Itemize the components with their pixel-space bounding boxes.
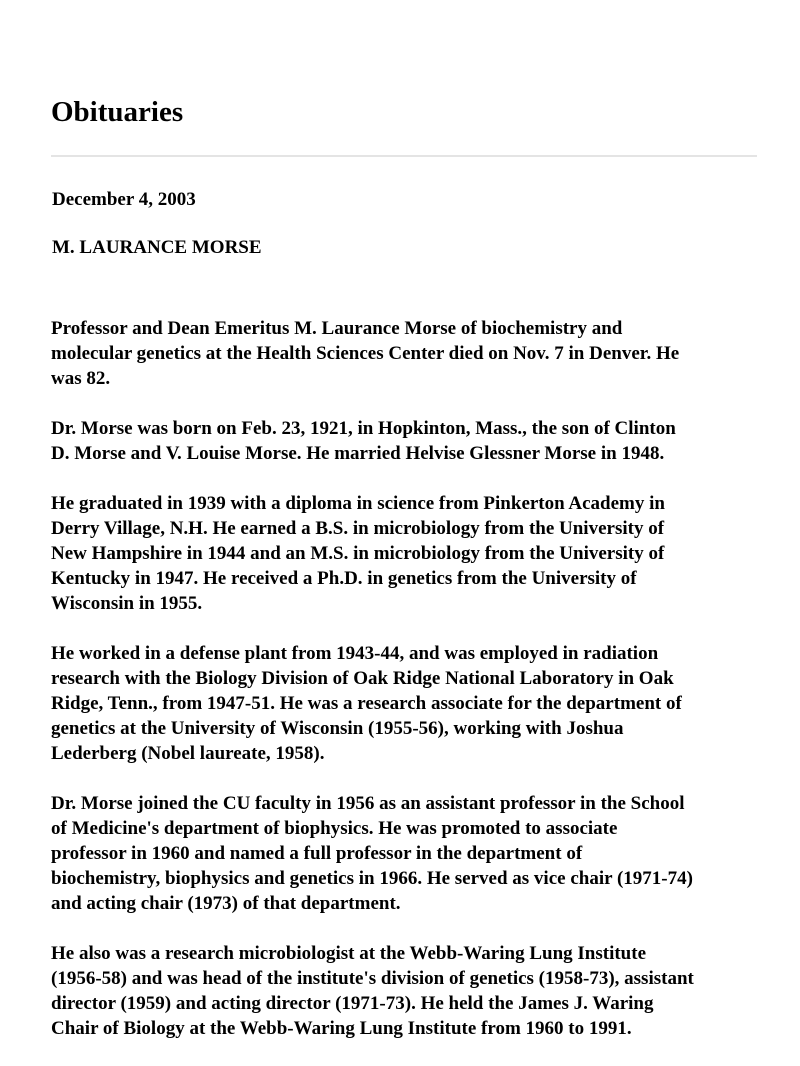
text-line: research with the Biology Division of Oak Ridge National Laboratory in Oak <box>51 668 674 689</box>
text-line: genetics at the University of Wisconsin (1955-56), working with Joshua <box>51 718 624 739</box>
text-line: biochemistry, biophysics and genetics in 1966. He served as vice chair (1971-74) <box>51 868 693 889</box>
text-line: Wisconsin in 1955. <box>51 593 203 614</box>
text-line: director (1959) and acting director (1971-73). He held the James J. Waring <box>51 993 654 1014</box>
text-line: professor in 1960 and named a full professor in the department of <box>51 843 583 864</box>
text-line: D. Morse and V. Louise Morse. He married Helvise Glessner Morse in 1948. <box>51 443 665 464</box>
paragraph-4 <box>51 641 761 766</box>
deceased-name: M. LAURANCE MORSE <box>52 237 262 258</box>
section-title: Obituaries <box>51 96 184 128</box>
text-line: of Medicine's department of biophysics. He was promoted to associate <box>51 818 618 839</box>
paragraph-3 <box>51 491 761 616</box>
paragraph-1 <box>51 316 761 391</box>
paragraph-2 <box>51 416 761 466</box>
text-line: Chair of Biology at the Webb-Waring Lung Institute from 1960 to 1991. <box>51 1018 632 1039</box>
text-line: (1956-58) and was head of the institute's division of genetics (1958-73), assistant <box>51 968 694 989</box>
text-line: and acting chair (1973) of that department. <box>51 893 401 914</box>
text-line: Dr. Morse joined the CU faculty in 1956 as an assistant professor in the School <box>51 793 685 814</box>
text-line: He also was a research microbiologist at the Webb-Waring Lung Institute <box>51 943 647 964</box>
publication-date: December 4, 2003 <box>52 189 196 210</box>
text-line: molecular genetics at the Health Sciences Center died on Nov. 7 in Denver. He <box>51 343 680 364</box>
article-body <box>51 316 761 1066</box>
text-line: Ridge, Tenn., from 1947-51. He was a research associate for the department of <box>51 693 682 714</box>
text-line: Derry Village, N.H. He earned a B.S. in microbiology from the University of <box>51 518 665 539</box>
text-line: Kentucky in 1947. He received a Ph.D. in genetics from the University of <box>51 568 637 589</box>
text-line: was 82. <box>51 368 111 389</box>
paragraph-6 <box>51 941 761 1041</box>
text-line: He graduated in 1939 with a diploma in science from Pinkerton Academy in <box>51 493 665 514</box>
text-line: New Hampshire in 1944 and an M.S. in microbiology from the University of <box>51 543 665 564</box>
text-line: He worked in a defense plant from 1943-44, and was employed in radiation <box>51 643 659 664</box>
text-line: Lederberg (Nobel laureate, 1958). <box>51 743 325 764</box>
text-line: Professor and Dean Emeritus M. Laurance Morse of biochemistry and <box>51 318 623 339</box>
text-line: Dr. Morse was born on Feb. 23, 1921, in Hopkinton, Mass., the son of Clinton <box>51 418 676 439</box>
paragraph-5 <box>51 791 761 916</box>
title-divider <box>51 155 757 157</box>
